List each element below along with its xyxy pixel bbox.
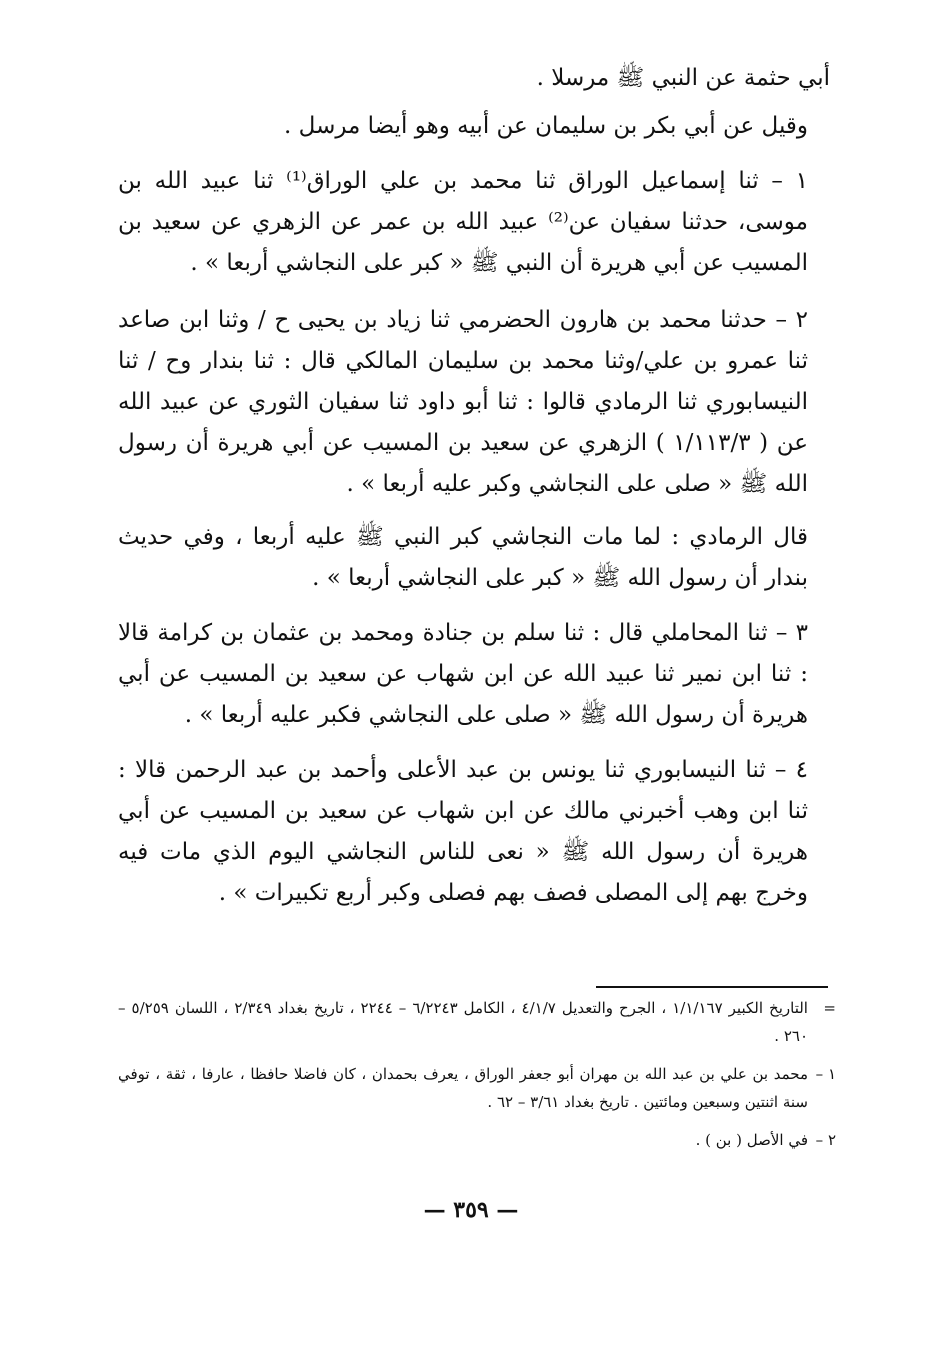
commentary-ramadi: قال الرمادي : لما مات النجاشي كبر النبي ﷺ عليه أربعا ، وفي حديث بندار أن رسول الله ﷺ « كبر على النجاشي أربعا » .	[118, 524, 808, 591]
paragraph-continuation: أبي حثمة عن النبي ﷺ مرسلا .	[536, 65, 830, 91]
page-number: — ٣٥٩ —	[423, 1197, 519, 1223]
footnote-mark: ٢ –	[815, 1131, 836, 1149]
footnote-continuation	[118, 994, 836, 1050]
main-text	[118, 58, 830, 914]
footnote-divider	[596, 986, 828, 988]
hadith-2: ٢ – حدثنا محمد بن هارون الحضرمي ثنا زياد بن يحيى ح / وثنا ابن صاعد ثنا عمرو بن علي/وثنا محمد بن سليمان المالكي قال : ثنا بندار وح / ثنا النيسابوري ثنا الرمادي قالوا : ثنا أبو داود ثنا سفيان الثوري عن عبيد الله عن ( ١/١١٣/٣ ) الزهري عن سعيد بن المسيب عن أبي هريرة أن رسول الله ﷺ « صلى على النجاشي وكبر عليه أربعا » .	[118, 307, 808, 497]
footnote-text: في الأصل ( بن ) .	[695, 1131, 808, 1149]
hadith-3: ٣ – ثنا المحاملي قال : ثنا سلم بن جنادة ومحمد بن عثمان بن كرامة قالا : ثنا ابن نمير ثنا عبيد الله عن ابن شهاب عن سعيد بن المسيب عن أبي هريرة أن رسول الله ﷺ « صلى على النجاشي فكبر عليه أربعا » .	[118, 620, 808, 728]
footnote-2	[118, 1126, 836, 1154]
footnote-1	[118, 1060, 836, 1116]
footnote-text: محمد بن علي بن عبد الله بن مهران أبو جعفر الوراق ، يعرف بحمدان ، كان فاضلا حافظا ، عارفا ، ثقة ، توفي سنة اثنتين وسبعين ومائتين . تاريخ بغداد ٣/٦١ – ٦٢ .	[118, 1065, 808, 1111]
hadith-4: ٤ – ثنا النيسابوري ثنا يونس بن عبد الأعلى وأحمد بن عبد الرحمن قالا : ثنا ابن وهب أخبرني مالك عن ابن شهاب عن سعيد بن المسيب عن أبي هريرة أن رسول الله ﷺ « نعى للناس النجاشي اليوم الذي مات فيه وخرج بهم إلى المصلى فصف بهم فصلى وكبر أربع تكبيرات » .	[118, 757, 808, 906]
footnote-text: التاريخ الكبير ١/١/١٦٧ ، الجرح والتعديل ٤/١/٧ ، الكامل ٦/٢٢٤٣ – ٢٢٤٤ ، تاريخ بغداد ٢/٣٤٩ ، اللسان ٥/٢٥٩ – ٢٦٠ .	[118, 999, 808, 1045]
footnote-mark: =	[823, 999, 836, 1017]
footnotes	[118, 994, 836, 1154]
footnote-mark: ١ –	[815, 1065, 836, 1083]
paragraph-note: وقيل عن أبي بكر بن سليمان عن أبيه وهو أيضا مرسل .	[284, 113, 808, 139]
hadith-1: ١ – ثنا إسماعيل الوراق ثنا محمد بن علي الوراق⁽¹⁾ ثنا عبيد الله بن موسى، حدثنا سفيان عن⁽²⁾ عبيد الله بن عمر عن الزهري عن سعيد بن المسيب عن أبي هريرة أن النبي ﷺ « كبر على النجاشي أربعا » .	[118, 168, 808, 276]
